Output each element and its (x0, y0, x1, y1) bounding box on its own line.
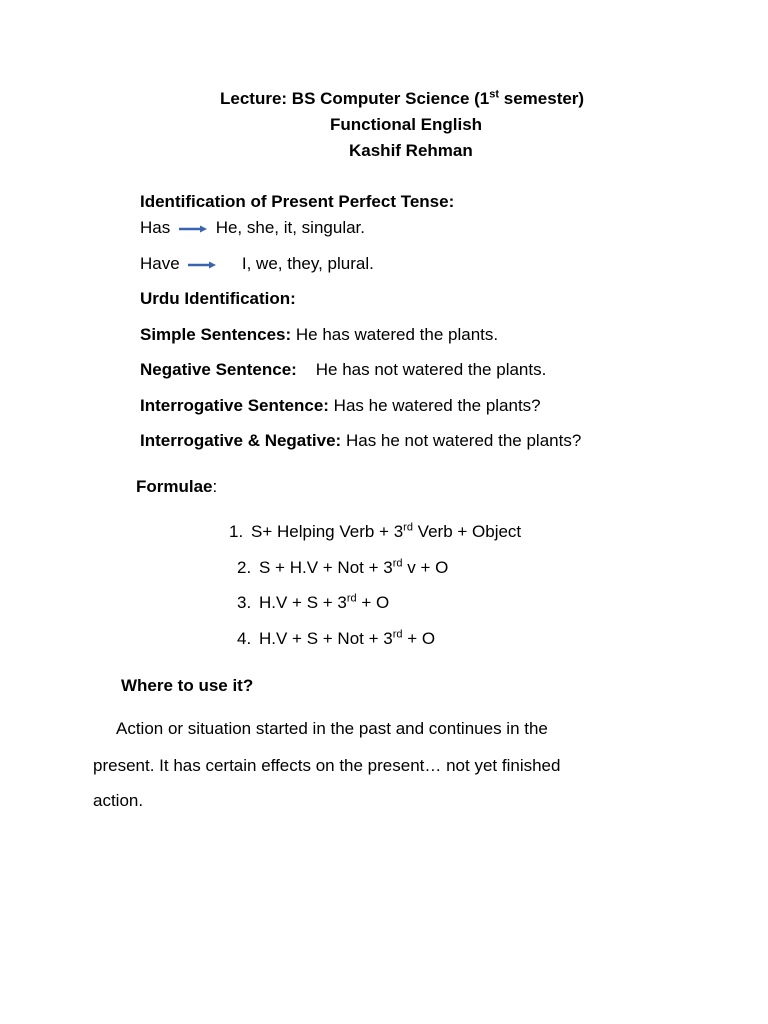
formula-pre: S+ Helping Verb + 3 (251, 522, 404, 541)
example-label: Interrogative & Negative: (140, 431, 342, 450)
lecture-title (220, 89, 584, 109)
formula-sup: rd (392, 557, 403, 570)
formula-item (237, 629, 435, 649)
have-text: I, we, they, plural. (241, 254, 374, 273)
formulae-heading (136, 477, 217, 497)
urdu-heading: Urdu Identification: (140, 289, 296, 308)
has-text: He, she, it, singular. (215, 218, 366, 237)
formula-pre: H.V + S + 3 (259, 593, 347, 612)
formula-item (229, 522, 521, 542)
have-line (140, 254, 374, 274)
formula-number: 2. (237, 558, 252, 577)
example-text: He has not watered the plants. (296, 360, 547, 379)
usage-heading: Where to use it? (121, 676, 254, 695)
lecture-title-sup: st (489, 88, 500, 101)
example-text: Has he watered the plants? (328, 396, 541, 415)
formulae-heading-text: Formulae (136, 477, 213, 496)
formula-pre: S + H.V + Not + 3 (259, 558, 393, 577)
formula-post: Verb + Object (412, 522, 522, 541)
formula-number: 3. (237, 593, 252, 612)
formula-number: 1. (229, 522, 244, 541)
usage-paragraph-line: present. It has certain effects on the present… not yet finished (93, 756, 561, 775)
right-arrow-icon (179, 224, 207, 234)
example-label: Negative Sentence: (140, 360, 297, 379)
lecture-title-pre: Lecture: BS Computer Science (1 (220, 89, 490, 108)
instructor-name: Kashif Rehman (349, 141, 473, 160)
formula-sup: rd (346, 592, 357, 605)
usage-paragraph-line: Action or situation started in the past and continues in the (116, 719, 548, 738)
formula-sup: rd (403, 521, 413, 534)
usage-paragraph-line: action. (93, 791, 144, 810)
lecture-title-post: semester) (499, 89, 585, 108)
formula-post: v + O (402, 558, 449, 577)
example-simple (140, 325, 498, 345)
formula-post: + O (402, 629, 436, 648)
right-arrow-icon (188, 260, 216, 270)
has-line (140, 218, 365, 238)
formula-pre: H.V + S + Not + 3 (259, 629, 393, 648)
has-label: Has (140, 218, 171, 237)
formula-post: + O (356, 593, 390, 612)
example-text: He has watered the plants. (291, 325, 499, 344)
example-interrogative (140, 396, 541, 416)
example-label: Interrogative Sentence: (140, 396, 329, 415)
formula-number: 4. (237, 629, 252, 648)
example-interrogative-negative (140, 431, 581, 451)
example-negative (140, 360, 546, 380)
formulae-colon: : (212, 477, 218, 496)
example-text: Has he not watered the plants? (341, 431, 582, 450)
identification-heading: Identification of Present Perfect Tense: (140, 192, 455, 211)
formula-item (237, 558, 448, 578)
course-title: Functional English (330, 115, 483, 134)
example-label: Simple Sentences: (140, 325, 292, 344)
formula-item (237, 593, 389, 613)
formula-sup: rd (392, 628, 403, 641)
have-label: Have (140, 254, 180, 273)
